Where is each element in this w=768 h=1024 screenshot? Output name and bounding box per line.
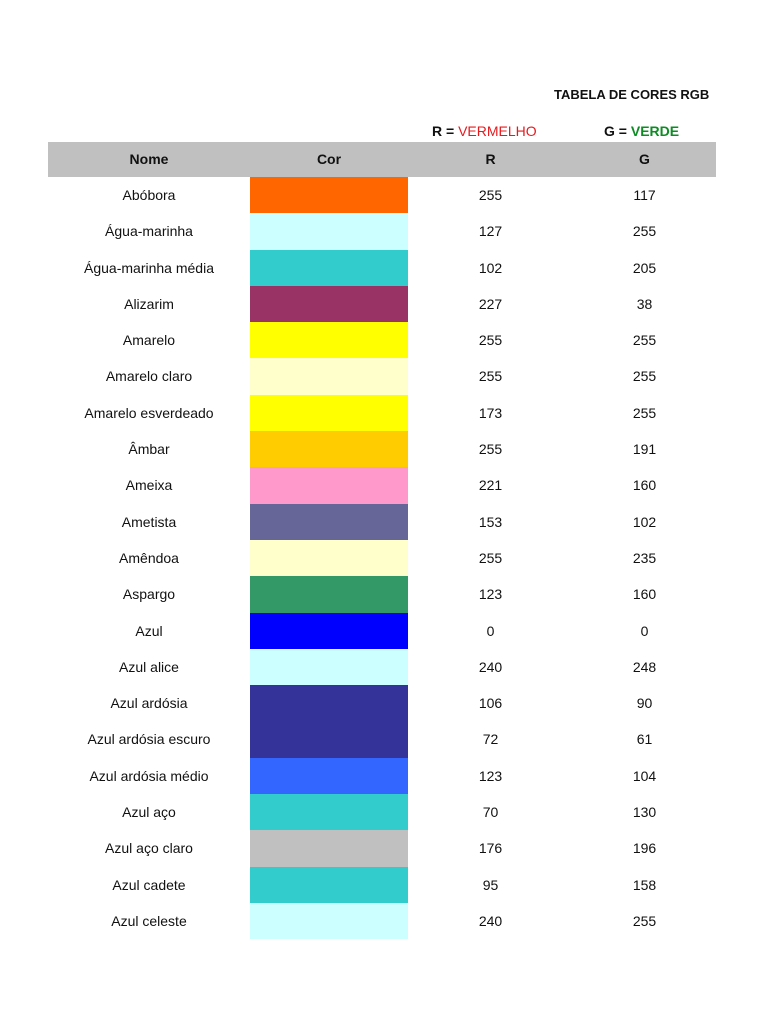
cell-r: 173 (478, 404, 503, 421)
table-row (48, 758, 716, 794)
color-table (48, 142, 716, 939)
color-swatch (250, 431, 408, 467)
cell-r: 95 (482, 876, 499, 893)
color-swatch (250, 867, 408, 903)
table-body (48, 177, 716, 939)
cell-g: 38 (636, 295, 653, 312)
color-swatch (250, 758, 408, 794)
cell-g: 130 (632, 804, 657, 821)
cell-g: 117 (633, 187, 656, 203)
legend-red (432, 121, 537, 141)
color-swatch (250, 286, 408, 322)
table-row (48, 903, 716, 939)
table-row (48, 613, 716, 649)
cell-g: 102 (632, 513, 657, 530)
header-r: R (485, 151, 496, 167)
cell-g: 205 (632, 259, 657, 276)
color-swatch (250, 649, 408, 685)
color-swatch (250, 250, 408, 286)
table-row (48, 322, 716, 358)
color-swatch (250, 685, 408, 721)
cell-g: 255 (632, 223, 657, 240)
cell-g: 255 (632, 332, 657, 349)
table-row (48, 721, 716, 757)
color-swatch (250, 395, 408, 431)
color-swatch (250, 322, 408, 358)
cell-g: 0 (640, 622, 649, 639)
table-row (48, 286, 716, 322)
legend-green-value: VERDE (630, 123, 680, 139)
color-swatch (250, 540, 408, 576)
cell-r: 70 (482, 804, 499, 821)
cell-nome: Aspargo (122, 586, 176, 603)
cell-r: 127 (478, 223, 503, 240)
cell-nome: Azul ardósia (110, 695, 188, 712)
cell-nome: Azul celeste (111, 912, 187, 929)
table-header (48, 142, 716, 177)
cell-nome: Ameixa (125, 477, 173, 494)
table-row (48, 649, 716, 685)
table-row (48, 358, 716, 394)
cell-nome: Amêndoa (119, 549, 179, 566)
cell-r: 153 (478, 513, 503, 530)
cell-nome: Amarelo (122, 332, 176, 349)
cell-nome: Azul ardósia escuro (87, 731, 211, 748)
header-nome: Nome (129, 151, 169, 167)
legend-green (604, 121, 679, 141)
cell-r: 72 (482, 731, 499, 748)
cell-g: 235 (632, 549, 657, 566)
color-swatch (250, 794, 408, 830)
cell-g: 90 (636, 695, 653, 712)
color-swatch (250, 504, 408, 540)
color-swatch (250, 358, 408, 394)
table-row (48, 467, 716, 503)
page-title: TABELA DE CORES RGB (554, 87, 710, 102)
cell-nome: Água-marinha média (84, 259, 214, 276)
color-swatch (250, 213, 408, 249)
header-cor: Cor (316, 151, 342, 167)
table-row (48, 395, 716, 431)
cell-r: 0 (486, 622, 495, 639)
cell-g: 255 (632, 912, 657, 929)
cell-r: 123 (478, 767, 503, 784)
legend-red-value: VERMELHO (458, 123, 537, 139)
cell-nome: Azul alice (119, 658, 179, 675)
cell-nome: Alizarim (124, 295, 174, 312)
cell-g: 158 (632, 876, 657, 893)
cell-r: 240 (478, 658, 503, 675)
legend-green-key: G (604, 123, 615, 139)
cell-g: 160 (632, 477, 657, 494)
cell-g: 160 (632, 586, 657, 603)
cell-nome: Amarelo claro (105, 368, 193, 385)
cell-r: 240 (478, 912, 503, 929)
cell-g: 104 (632, 767, 657, 784)
cell-r: 255 (478, 368, 503, 385)
color-swatch (250, 576, 408, 612)
cell-r: 221 (478, 477, 503, 494)
color-swatch (250, 830, 408, 866)
color-swatch (250, 903, 408, 939)
cell-nome: Azul aço (122, 804, 176, 821)
cell-r: 255 (478, 332, 503, 349)
color-swatch (250, 721, 408, 757)
cell-g: 255 (632, 404, 657, 421)
table-row (48, 830, 716, 866)
table-row (48, 685, 716, 721)
cell-g: 61 (636, 731, 653, 748)
legend-red-equals: = (446, 123, 455, 139)
table-row (48, 576, 716, 612)
table-row (48, 794, 716, 830)
cell-nome: Azul cadete (112, 876, 186, 893)
cell-r: 255 (478, 187, 503, 203)
table-row (48, 250, 716, 286)
cell-r: 227 (478, 295, 503, 312)
header-g: G (639, 151, 650, 167)
legend-red-key: R (432, 123, 443, 139)
cell-nome: Azul aço claro (105, 840, 193, 857)
color-swatch (250, 177, 408, 213)
table-row (48, 177, 716, 213)
color-swatch (250, 467, 408, 503)
cell-g: 196 (632, 840, 657, 857)
cell-nome: Azul (135, 622, 163, 639)
table-row (48, 504, 716, 540)
cell-r: 176 (478, 840, 503, 857)
legend-green-equals: = (618, 123, 627, 139)
cell-g: 255 (632, 368, 657, 385)
table-row (48, 540, 716, 576)
cell-nome: Ametista (121, 513, 177, 530)
table-row (48, 431, 716, 467)
cell-g: 248 (632, 658, 657, 675)
cell-g: 191 (632, 441, 657, 458)
table-row (48, 213, 716, 249)
cell-nome: Água-marinha (105, 223, 193, 240)
cell-nome: Abóbora (122, 187, 176, 203)
table-row (48, 867, 716, 903)
cell-r: 123 (478, 586, 503, 603)
cell-r: 106 (478, 695, 503, 712)
color-swatch (250, 613, 408, 649)
cell-nome: Âmbar (128, 441, 170, 458)
cell-r: 255 (478, 549, 503, 566)
cell-r: 255 (478, 441, 503, 458)
cell-nome: Amarelo esverdeado (84, 404, 214, 421)
cell-r: 102 (478, 259, 503, 276)
cell-nome: Azul ardósia médio (89, 767, 209, 784)
